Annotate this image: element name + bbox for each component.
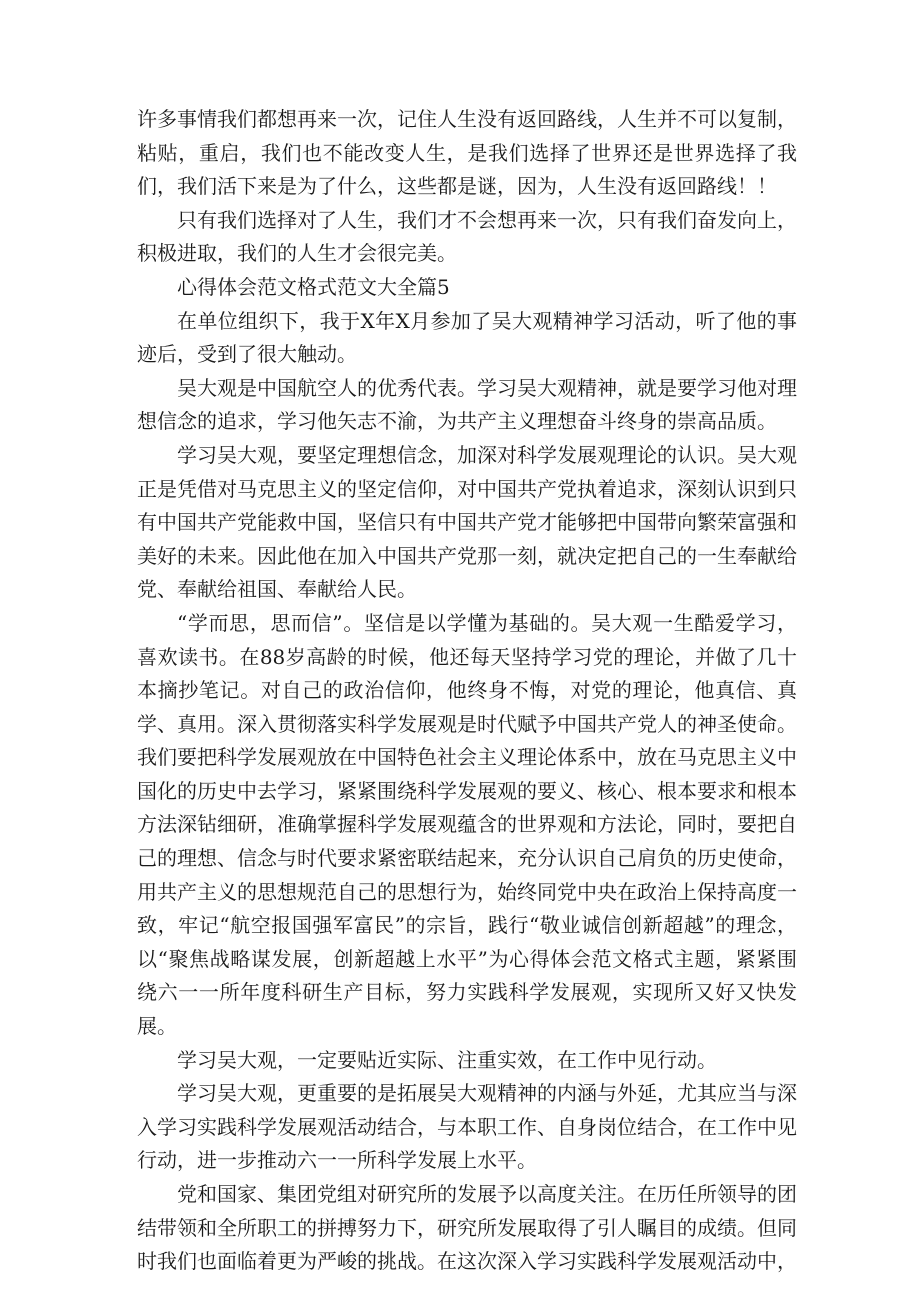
paragraph-continuation: 许多事情我们都想再来一次，记住人生没有返回路线，人生并不可以复制，粘贴，重启，我们也不能改变人生，是我们选择了世界还是世界选择了我们，我们活下来是为了什么，这些都是谜，因为，人生没有返回路线！！ [137,107,797,199]
paragraph: 学习吴大观，更重要的是拓展吴大观精神的内涵与外延，尤其应当与深入学习实践科学发展观活动结合，与本职工作、自身岗位结合，在工作中见行动，进一步推动六一一所科学发展上水平。 [137,1081,797,1173]
paragraph: “学而思，思而信”。坚信是以学懂为基础的。吴大观一生酷爱学习，喜欢读书。在88岁高龄的时候，他还每天坚持学习党的理论，并做了几十本摘抄笔记。对自己的政治信仰，他终身不悔，对党的理论，他真信、真学、真用。深入贯彻落实科学发展观是时代赋予中国共产党人的神圣使命。我们要把科学发展观放在中国特色社会主义理论体系中，放在马克思主义中国化的历史中去学习，紧紧围绕科学发展观的要义、核心、根本要求和根本方法深钻细研，准确掌握科学发展观蕴含的世界观和方法论，同时，要把自己的理想、信念与时代要求紧密联结起来，充分认识自己肩负的历史使命，用共产主义的思想规范自己的思想行为，始终同党中央在政治上保持高度一致，牢记“航空报国强军富民”的宗旨，践行“敬业诚信创新超越”的理念，以“聚焦战略谋发展，创新超越上水平”为心得体会范文格式主题，紧紧围绕六一一所年度科研生产目标，努力实践科学发展观，实现所又好又快发展。 [137,610,797,1039]
paragraph: 在单位组织下，我于X年X月参加了吴大观精神学习活动，听了他的事迹后，受到了很大触动。 [137,308,797,367]
paragraph: 学习吴大观，要坚定理想信念，加深对科学发展观理论的认识。吴大观正是凭借对马克思主义的坚定信仰，对中国共产党执着追求，深刻认识到只有中国共产党能救中国，坚信只有中国共产党才能够把中国带向繁荣富强和美好的未来。因此他在加入中国共产党那一刻，就决定把自己的一生奉献给党、奉献给祖国、奉献给人民。 [137,442,797,602]
paragraph: 学习吴大观，一定要贴近实际、注重实效，在工作中见行动。 [177,1047,717,1072]
paragraph: 只有我们选择对了人生，我们才不会想再来一次，只有我们奋发向上，积极进取，我们的人生才会很完美。 [137,207,797,266]
paragraph: 党和国家、集团党组对研究所的发展予以高度关注。在历任所领导的团结带领和全所职工的拼搏努力下，研究所发展取得了引人瞩目的成绩。但同时我们也面临着更为严峻的挑战。在这次深入学习实践科学发展观活动中， [137,1182,797,1274]
paragraph: 吴大观是中国航空人的优秀代表。学习吴大观精神，就是要学习他对理想信念的追求，学习他矢志不渝，为共产主义理想奋斗终身的崇高品质。 [137,375,797,434]
document-page [137,103,797,1279]
section-heading: 心得体会范文格式范文大全篇5 [177,274,450,299]
